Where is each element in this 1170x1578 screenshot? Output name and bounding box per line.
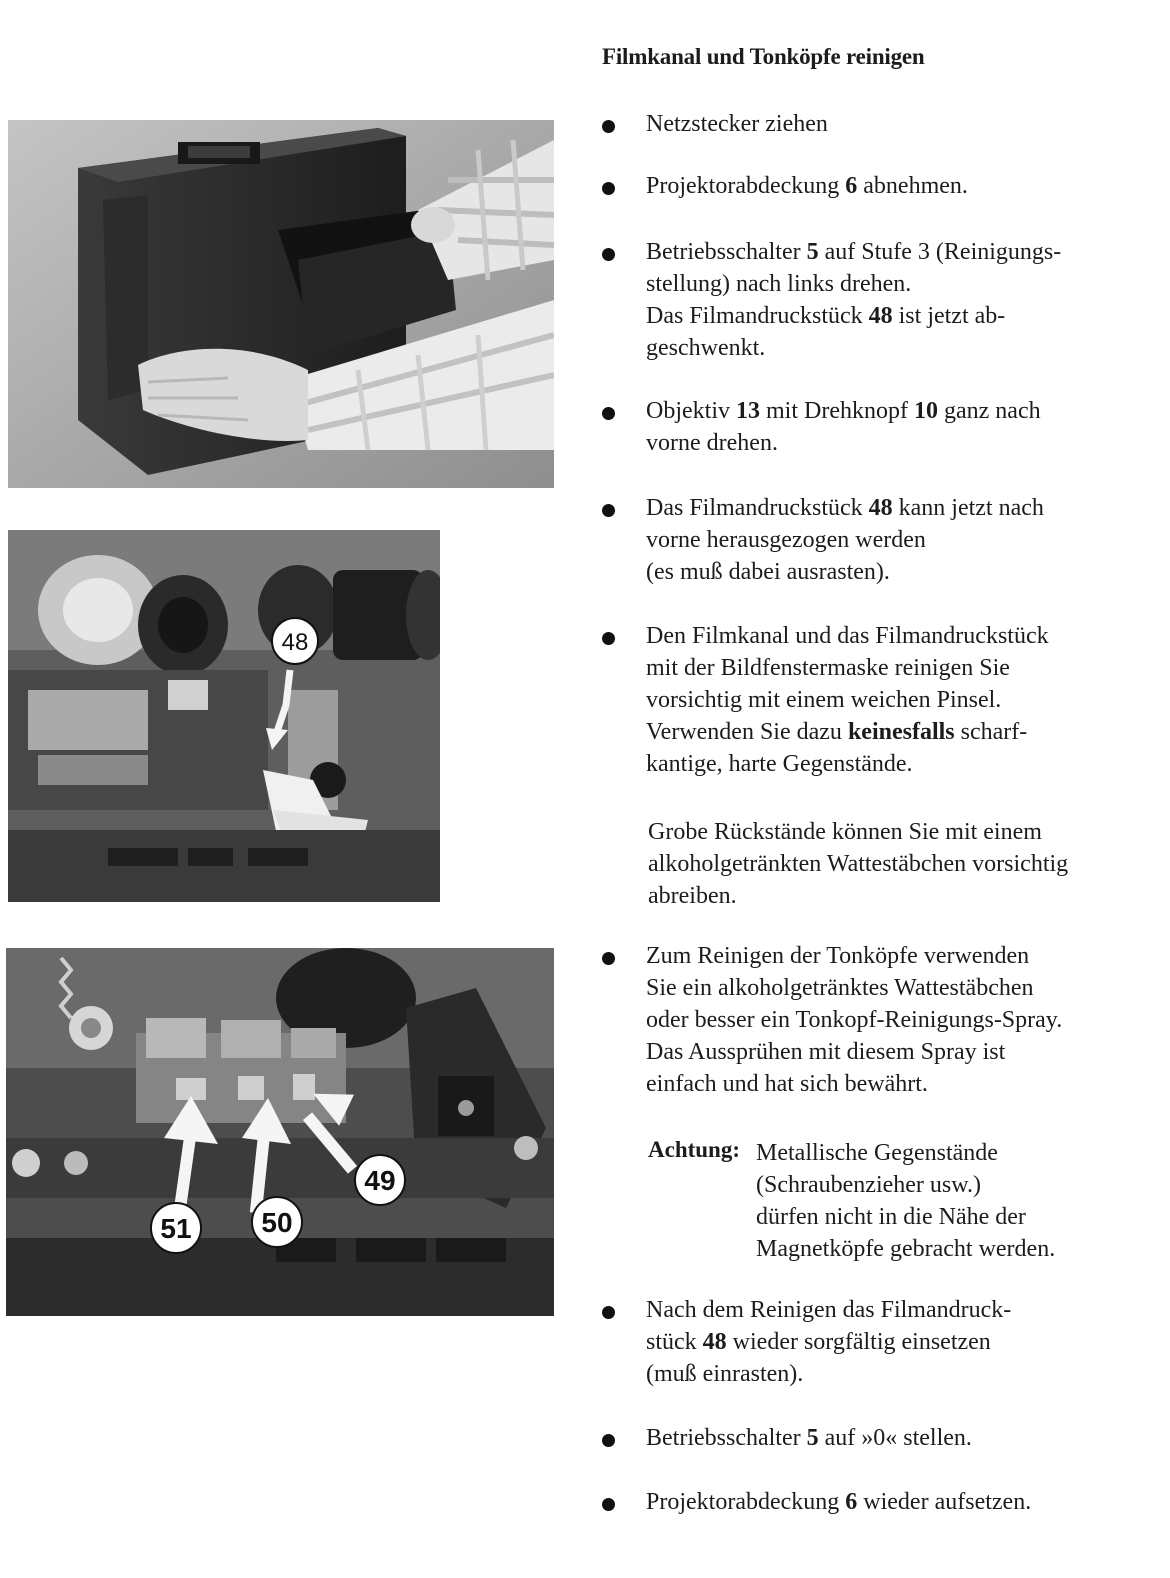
callout-48: 48 — [281, 629, 309, 656]
step-line — [646, 1068, 1156, 1100]
step-text: ist jetzt ab- — [892, 303, 1006, 329]
step-text: kann jetzt nach — [892, 495, 1044, 521]
step-text: Betriebsschalter — [646, 1425, 807, 1451]
step-line — [646, 1422, 1156, 1454]
bullet-icon — [602, 1434, 615, 1447]
step-text: oder besser ein Tonkopf-Reinigungs-Spray. — [646, 1007, 1063, 1033]
step-line — [646, 556, 1156, 588]
note-line: abreiben. — [648, 883, 737, 909]
residue-note — [648, 816, 1068, 912]
warning-line: Magnetköpfe gebracht werden. — [756, 1236, 1056, 1262]
step-line — [646, 300, 1156, 332]
sound-heads-photo — [6, 948, 554, 1316]
step-text: Betriebsschalter — [646, 239, 807, 265]
step-text: auf Stufe 3 (Reinigungs- — [818, 239, 1062, 265]
step-text: wieder sorgfältig einsetzen — [726, 1329, 991, 1355]
step-text: auf »0« stellen. — [818, 1425, 972, 1451]
part-number: 6 — [845, 173, 858, 199]
note-line: alkoholgetränkten Wattestäbchen vorsichtig — [648, 851, 1069, 877]
step-text: ganz nach — [937, 398, 1041, 424]
step-text: vorne herausgezogen werden — [646, 527, 926, 553]
step-text: (muß einrasten). — [646, 1361, 804, 1387]
warning-text — [756, 1137, 1055, 1265]
step-9 — [646, 1422, 1156, 1454]
step-text: Den Filmkanal und das Filmandruckstück — [646, 623, 1049, 649]
step-text: Das Filmandruckstück — [646, 495, 869, 521]
step-line — [646, 1036, 1156, 1068]
note-line: Grobe Rückstände können Sie mit einem — [648, 819, 1042, 845]
warning-label: Achtung: — [648, 1137, 741, 1162]
step-text: Das Aussprühen mit diesem Spray ist — [646, 1039, 1006, 1065]
step-2 — [646, 170, 1156, 202]
bullet-icon — [602, 407, 615, 420]
part-number: keinesfalls — [847, 719, 955, 745]
step-line — [646, 1486, 1156, 1518]
step-text: kantige, harte Gegenstände. — [646, 751, 913, 777]
step-text: Das Filmandruckstück — [646, 303, 869, 329]
step-line — [646, 492, 1156, 524]
callout-49: 49 — [364, 1165, 396, 1196]
step-1 — [646, 108, 1156, 140]
warning-line: dürfen nicht in die Nähe der — [756, 1204, 1026, 1230]
part-number: 48 — [702, 1329, 727, 1355]
step-text: Projektorabdeckung — [646, 173, 846, 199]
step-10 — [646, 1486, 1156, 1518]
bullet-icon — [602, 632, 615, 645]
part-number: 5 — [806, 239, 819, 265]
step-line — [646, 748, 1156, 780]
part-number: 6 — [845, 1489, 858, 1515]
bullet-icon — [602, 952, 615, 965]
step-text: abnehmen. — [857, 173, 968, 199]
step-line — [646, 427, 1156, 459]
step-line — [646, 716, 1156, 748]
part-number: 10 — [913, 398, 938, 424]
part-number: 5 — [806, 1425, 819, 1451]
part-number: 48 — [868, 303, 893, 329]
callout-51: 51 — [160, 1213, 192, 1244]
step-line — [646, 652, 1156, 684]
step-text: Objektiv — [646, 398, 736, 424]
step-text: geschwenkt. — [646, 335, 766, 361]
step-text: (es muß dabei ausrasten). — [646, 559, 890, 585]
step-7 — [646, 940, 1156, 1100]
step-text: wieder aufsetzen. — [857, 1489, 1032, 1515]
bullet-icon — [602, 182, 615, 195]
bullet-icon — [602, 248, 615, 261]
step-line — [646, 108, 1156, 140]
step-line — [646, 268, 1156, 300]
bullet-icon — [602, 120, 615, 133]
part-number: 13 — [736, 398, 760, 424]
step-text: stück — [646, 1329, 703, 1355]
step-line — [646, 524, 1156, 556]
film-channel-photo — [8, 530, 440, 902]
step-line — [646, 395, 1156, 427]
step-text: Sie ein alkoholgetränktes Wattestäbchen — [646, 975, 1034, 1001]
step-text: Verwenden Sie dazu — [646, 719, 848, 745]
step-text: stellung) nach links drehen. — [646, 271, 912, 297]
part-number: 48 — [868, 495, 893, 521]
step-line — [646, 236, 1156, 268]
bullet-icon — [602, 1306, 615, 1319]
step-text: einfach und hat sich bewährt. — [646, 1071, 928, 1097]
step-line — [646, 332, 1156, 364]
warning-line: Metallische Gegenstände — [756, 1140, 998, 1166]
step-line — [646, 170, 1156, 202]
step-line — [646, 1326, 1156, 1358]
step-text: Netzstecker ziehen — [646, 111, 828, 137]
step-line — [646, 684, 1156, 716]
step-text: vorsichtig mit einem weichen Pinsel. — [646, 687, 1002, 713]
step-line — [646, 1358, 1156, 1390]
step-8 — [646, 1294, 1156, 1390]
step-text: scharf- — [954, 719, 1028, 745]
step-line — [646, 620, 1156, 652]
step-6 — [646, 620, 1156, 780]
step-text: Projektorabdeckung — [646, 1489, 846, 1515]
warning-line: (Schraubenzieher usw.) — [756, 1172, 982, 1198]
step-3 — [646, 236, 1156, 364]
step-line — [646, 1004, 1156, 1036]
step-text: mit der Bildfenstermaske reinigen Sie — [646, 655, 1010, 681]
bullet-icon — [602, 1498, 615, 1511]
step-text: vorne drehen. — [646, 430, 778, 456]
step-text: Zum Reinigen der Tonköpfe verwenden — [646, 943, 1030, 969]
step-text: Nach dem Reinigen das Filmandruck- — [646, 1297, 1012, 1323]
step-text: mit Drehknopf — [760, 398, 914, 424]
step-line — [646, 1294, 1156, 1326]
projector-handling-photo — [8, 120, 554, 488]
page-title: Filmkanal und Tonköpfe reinigen — [602, 44, 925, 69]
step-4 — [646, 395, 1156, 459]
callout-50: 50 — [261, 1207, 293, 1238]
bullet-icon — [602, 504, 615, 517]
step-5 — [646, 492, 1156, 588]
step-line — [646, 972, 1156, 1004]
step-line — [646, 940, 1156, 972]
